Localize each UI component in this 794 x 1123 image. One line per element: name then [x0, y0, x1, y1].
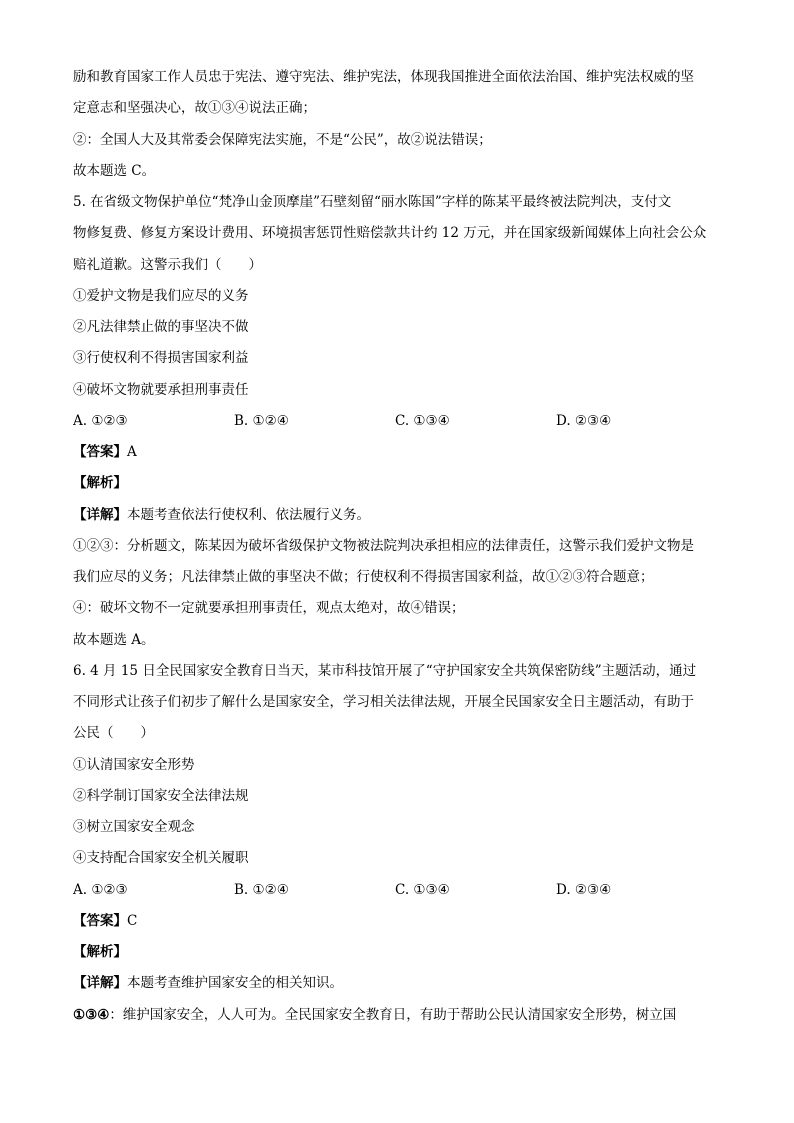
- answer-value: A: [127, 444, 137, 460]
- analysis-tag: 【解析】: [73, 475, 127, 492]
- statement-item: ③行使权利不得损害国家利益: [73, 350, 249, 367]
- detail-text: 本题考查依法行使权利、依法履行义务。: [127, 506, 370, 523]
- option-b: B. ①②④: [234, 412, 289, 429]
- analysis-line: [73, 937, 723, 968]
- option-d: D. ②③④: [556, 881, 612, 898]
- question-stem: 赔礼道歉。这警示我们（ ）: [73, 256, 262, 273]
- detail-line: [73, 500, 723, 531]
- option-a: A. ①②③: [73, 412, 128, 429]
- detail-tag: 【详解】: [73, 506, 127, 523]
- answer-tag: 【答案】: [73, 912, 127, 929]
- question-5: [73, 187, 723, 656]
- conclusion-line: 故本题选 C。: [73, 162, 156, 179]
- explanation-line: [73, 1000, 723, 1031]
- detail-tag: 【详解】: [73, 975, 127, 992]
- statement-item: ②凡法律禁止做的事坚决不做: [73, 319, 249, 335]
- question-stem: 6. 4 月 15 日全民国家安全教育日当天，某市科技馆开展了“守护国家安全共筑保密防线”主题活动，通过: [73, 662, 697, 679]
- option-d: D. ②③④: [556, 412, 612, 429]
- question-stem: 5. 在省级文物保护单位“梵净山金顶摩崖”石壁刻留“丽水陈国”字样的陈某平最终被法院判决，支付文: [73, 194, 672, 210]
- analysis-tag: 【解析】: [73, 944, 127, 960]
- question-stem: 公民（ ）: [73, 725, 154, 742]
- option-c: C. ①③④: [395, 881, 450, 898]
- statement-item: ④支持配合国家安全机关履职: [73, 850, 249, 867]
- explanation-lead: ①③④: [73, 1006, 110, 1023]
- question-stem: 不同形式让孩子们初步了解什么是国家安全，学习相关法律法规，开展全民国家安全日主题活动，有助于: [73, 694, 694, 710]
- answer-options: [73, 875, 723, 906]
- statement-item: ④破坏文物就要承担刑事责任: [73, 381, 249, 398]
- explanation-text: ：维护国家安全，人人可为。全民国家安全教育日，有助于帮助公民认清国家安全形势，树立国: [109, 1006, 677, 1023]
- statement-item: ①认清国家安全形势: [73, 756, 195, 773]
- document-page: [73, 62, 723, 1031]
- explanation-line: 我们应尽的义务；凡法律禁止做的事坚决不做；行使权利不得损害国家利益，故①②③符合题意；: [73, 569, 654, 585]
- statement-item: ①爱护文物是我们应尽的义务: [73, 287, 249, 304]
- text-line: 定意志和坚强决心，故①③④说法正确；: [73, 100, 316, 117]
- statement-item: ③树立国家安全观念: [73, 819, 195, 835]
- conclusion-line: 故本题选 A。: [73, 631, 155, 648]
- detail-line: [73, 968, 723, 999]
- answer-line: [73, 437, 723, 468]
- text-line: ②：全国人大及其常委会保障宪法实施，不是“公民”，故②说法错误；: [73, 131, 492, 148]
- explanation-line: ①②③：分析题文，陈某因为破坏省级保护文物被法院判决承担相应的法律责任，这警示我们爱护文物是: [73, 537, 694, 554]
- question-6: [73, 656, 723, 1031]
- explanation-line: ④：破坏文物不一定就要承担刑事责任，观点太绝对，故④错误；: [73, 600, 465, 617]
- statement-item: ②科学制订国家安全法律法规: [73, 787, 249, 804]
- option-b: B. ①②④: [234, 881, 289, 898]
- detail-text: 本题考查维护国家安全的相关知识。: [127, 975, 343, 992]
- answer-line: [73, 906, 723, 937]
- question-4-tail: [73, 62, 723, 187]
- question-stem: 物修复费、修复方案设计费用、环境损害惩罚性赔偿款共计约 12 万元，并在国家级新闻媒体上向社会公众: [73, 225, 707, 242]
- answer-tag: 【答案】: [73, 444, 127, 460]
- answer-options: [73, 406, 723, 437]
- option-a: A. ①②③: [73, 881, 128, 898]
- analysis-line: [73, 468, 723, 499]
- answer-value: C: [127, 912, 138, 929]
- text-line: 励和教育国家工作人员忠于宪法、遵守宪法、维护宪法，体现我国推进全面依法治国、维护宪法权威的坚: [73, 69, 694, 85]
- option-c: C. ①③④: [395, 412, 450, 429]
